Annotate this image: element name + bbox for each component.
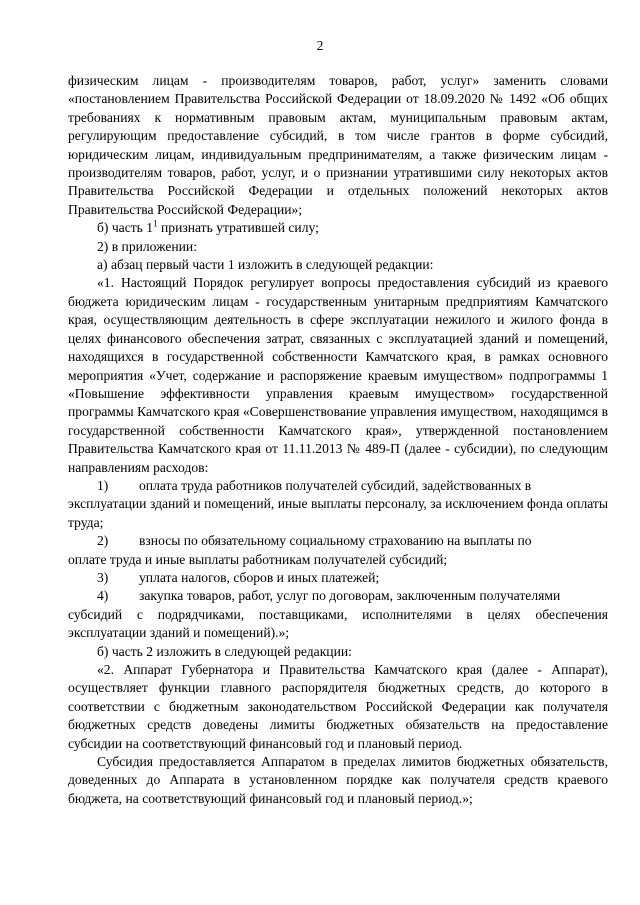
list-item	[68, 569, 608, 587]
paragraph-part-1-1	[68, 219, 608, 237]
list-item-first-line: взносы по обязательному социальному страхованию на выплаты по	[139, 533, 532, 549]
page-number: 2	[316, 38, 324, 53]
list-item-number: 1)	[97, 477, 109, 493]
list-item-continuation: оплате труда и иные выплаты работникам получателей субсидий;	[68, 551, 448, 567]
list-item-continuation: субсидий с подрядчиками, поставщиками, исполнителями в целях обеспечения эксплуатации зданий и помещений).»;	[68, 606, 608, 641]
list-item	[68, 587, 608, 642]
paragraph-abzac: а) абзац первый части 1 изложить в следующей редакции:	[97, 257, 434, 273]
list-item-first-line: уплата налогов, сборов и иных платежей;	[139, 569, 380, 585]
part-text-after: признать утратившей силу;	[157, 220, 319, 236]
paragraph-quoted-part-2: «2. Аппарат Губернатора и Правительства Камчатского края (далее - Аппарат), осуществляет функции главного распорядителя бюджетных средств, до которого в соответствии с бюджетным законодательством Российской Федерации как получателя бюджетных средств доведены лимиты бюджетных обязательств на предоставление субсидии на соответствующий финансовый год и плановый период.	[68, 662, 608, 751]
paragraph-appendix: 2) в приложении:	[97, 238, 197, 254]
list-item-continuation: эксплуатации зданий и помещений, иные выплаты персоналу, за исключением фонда оплаты труда;	[68, 496, 608, 530]
superscript: 1	[153, 218, 158, 229]
document-body	[68, 72, 608, 808]
expense-list	[68, 477, 608, 643]
paragraph-subsidy: Субсидия предоставляется Аппаратом в пределах лимитов бюджетных обязательств, доведенных до Аппарата в установленном порядке как получателя средств краевого бюджета, на соответствующий финансовый год и плановый период.»;	[68, 754, 608, 806]
paragraph-quoted-part-1: «1. Настоящий Порядок регулирует вопросы предоставления субсидий из краевого бюджета юридическим лицам - государственным унитарным предприятиям Камчатского края, осуществляющим деятельность в сфере эксплуатации нежилого и жилого фонда в целях финансового обеспечения затрат, связанных с эксплуатацией зданий и помещений, находящихся в государственной собственности Камчатского края, в рамках основного мероприятия «Учет, содержание и распоряжение краевым имуществом» подпрограммы 1 «Повышение эффективности управления краевым имуществом» государственной программы Камчатского края «Совершенствование управления имуществом, находящимся в государственной собственности Камчатского края», утвержденной постановлением Правительства Камчатского края от 11.11.2013 № 489-П (далее - субсидии), по следующим направлениям расходов:	[68, 275, 608, 475]
list-item-number: 4)	[97, 588, 109, 604]
paragraph-part-2: б) часть 2 изложить в следующей редакции:	[97, 643, 352, 659]
list-item-first-line: закупка товаров, работ, услуг по договорам, заключенным получателями	[139, 588, 561, 604]
paragraph-continuation: физическим лицам - производителям товаров, работ, услуг» заменить словами «постановлением Правительства Российской Федерации от 18.09.2020 № 1492 «Об общих требованиях к нормативным правовым актам, муниципальным правовым актам, регулирующим предоставление субсидий, в том числе грантов в форме субсидий, юридическим лицам, индивидуальным предпринимателям, а также физическим лицам - производителям товаров, работ, услуг, и о признании утратившими силу некоторых актов Правительства Российской Федерации и отдельных положений некоторых актов Правительства Российской Федерации»;	[68, 73, 608, 217]
list-item-first-line: оплата труда работников получателей субсидий, задействованных в	[139, 477, 532, 493]
list-item	[68, 532, 608, 569]
list-item	[68, 477, 608, 532]
part-text-before: б) часть 1	[97, 220, 154, 236]
list-item-number: 2)	[97, 533, 109, 549]
list-item-number: 3)	[97, 569, 109, 585]
